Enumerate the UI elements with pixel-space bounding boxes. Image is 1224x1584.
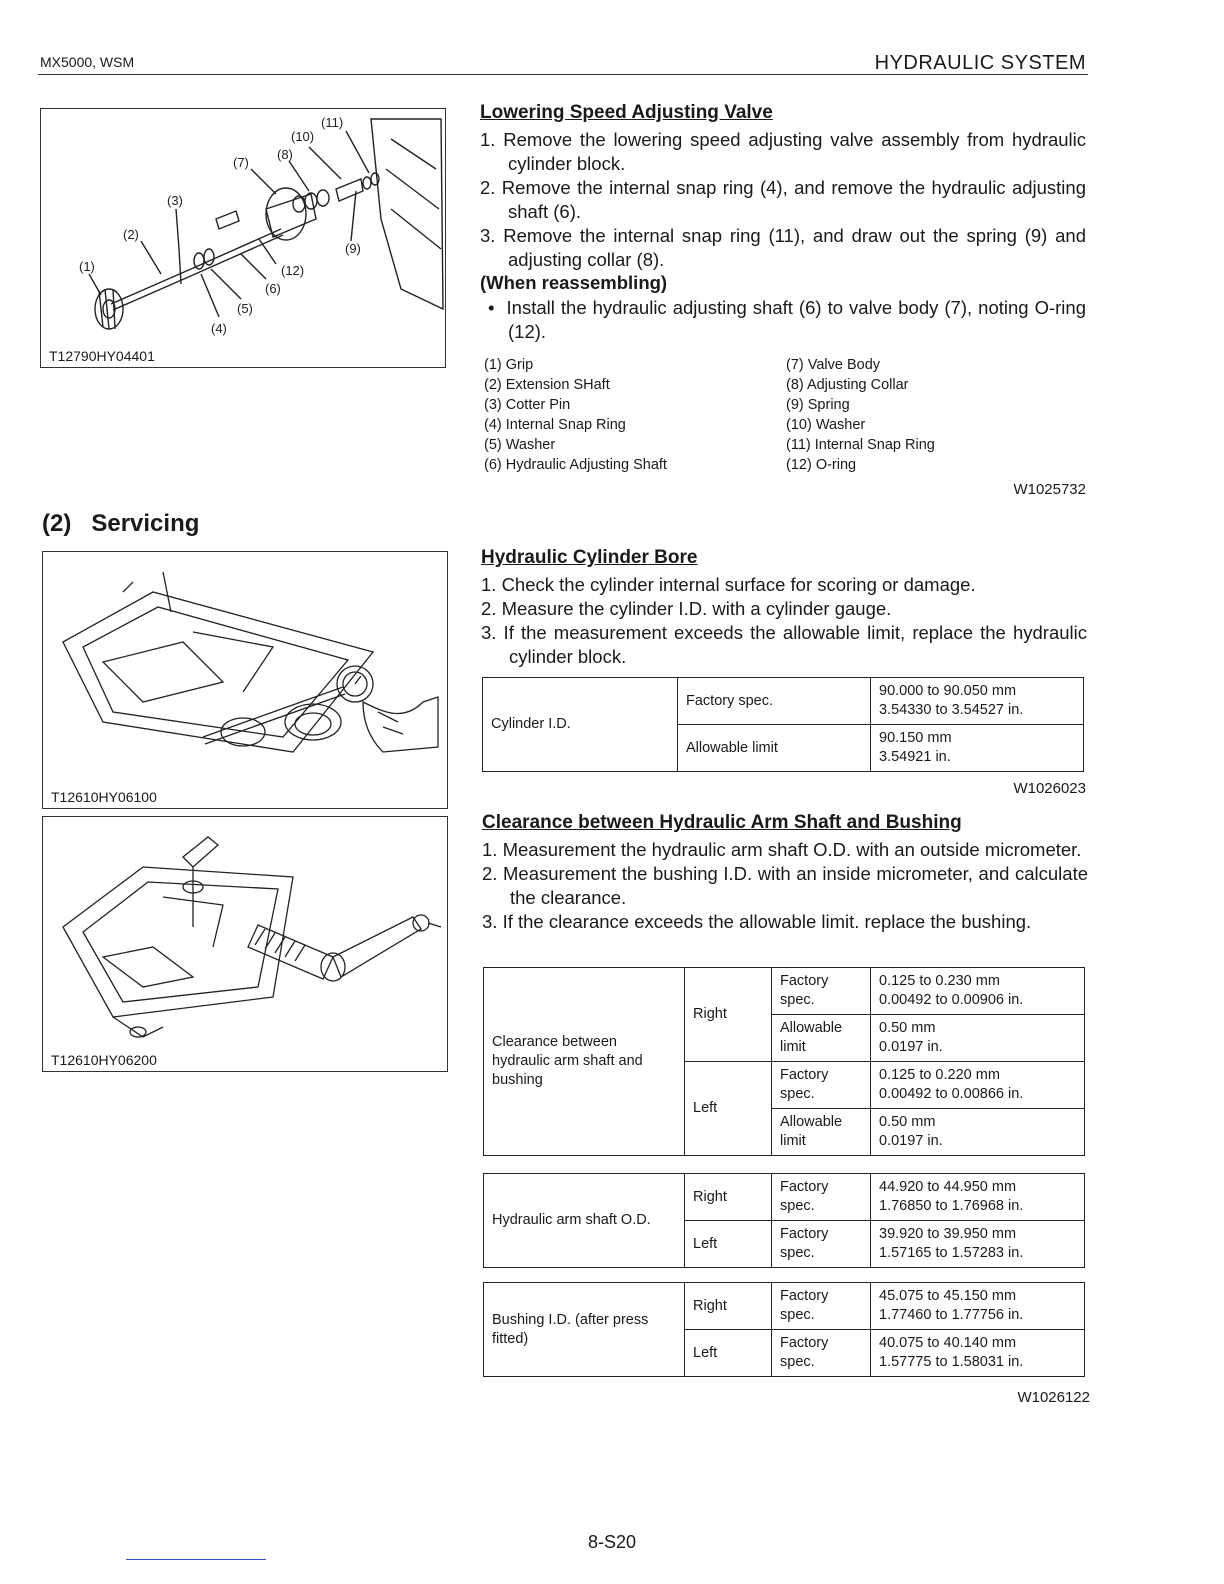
right-label: Right [685, 1174, 772, 1221]
right-label: Right [685, 968, 772, 1062]
value-in: 0.00492 to 0.00906 in. [879, 992, 1024, 1008]
callout-5: (5) [237, 301, 253, 316]
figure-caption-3: T12610HY06200 [51, 1052, 157, 1068]
bushing-id-table [483, 1282, 1085, 1377]
callout-6: (6) [265, 281, 281, 296]
value-cell [871, 1283, 1085, 1330]
bore-step-2: 2. Measure the cylinder I.D. with a cylinder gauge. [481, 598, 892, 619]
callout-3: (3) [167, 193, 183, 208]
clearance-table [483, 967, 1085, 1156]
lowering-steps [480, 128, 1086, 272]
code-w1025732: W1025732 [1013, 481, 1086, 498]
table-row [483, 678, 1084, 725]
clearance-heading: Clearance between Hydraulic Arm Shaft and Bushing [482, 812, 962, 833]
servicing-title: (2) Servicing [42, 510, 200, 537]
value-cell [871, 1109, 1085, 1156]
arm-shaft-item: Hydraulic arm shaft O.D. [484, 1174, 685, 1268]
legend-item: (9) Spring [786, 397, 850, 413]
header-section: HYDRAULIC SYSTEM [874, 52, 1086, 74]
clearance-section [482, 812, 1088, 934]
value-cell [871, 1015, 1085, 1062]
bore-steps [481, 573, 1087, 669]
lowering-heading: Lowering Speed Adjusting Valve [480, 102, 773, 123]
factory-spec-label: Factory spec. [772, 968, 871, 1015]
value-mm: 90.000 to 90.050 mm [879, 683, 1017, 699]
factory-spec-label: Factory spec. [678, 678, 871, 725]
value-in: 0.0197 in. [879, 1133, 943, 1149]
lowering-step-2: 2. Remove the internal snap ring (4), and remove the hydraulic adjusting shaft (6). [480, 177, 1086, 222]
value-mm: 0.50 mm [879, 1114, 936, 1130]
lowering-step-1: 1. Remove the lowering speed adjusting valve assembly from hydraulic cylinder block. [480, 129, 1086, 174]
legend-item: (10) Washer [786, 417, 866, 433]
clearance-step-3: 3. If the clearance exceeds the allowable limit. replace the bushing. [482, 911, 1032, 932]
factory-spec-label: Factory spec. [772, 1283, 871, 1330]
value-in: 3.54330 to 3.54527 in. [879, 702, 1024, 718]
callout-7: (7) [233, 155, 249, 170]
when-reassembling: (When reassembling) [480, 272, 668, 293]
cylinder-id-label: Cylinder I.D. [483, 678, 678, 772]
legend-item: (11) Internal Snap Ring [786, 437, 935, 453]
cylinder-gauge-drawing [43, 552, 447, 784]
figure-cylinder-gauge [42, 551, 448, 809]
legend-item: (1) Grip [484, 357, 534, 373]
allowable-limit-label: Allowable limit [772, 1015, 871, 1062]
figure-caption-2: T12610HY06100 [51, 789, 157, 805]
callout-8: (8) [277, 147, 293, 162]
bore-step-1: 1. Check the cylinder internal surface for scoring or damage. [481, 574, 976, 595]
right-label: Right [685, 1283, 772, 1330]
factory-spec-label: Factory spec. [772, 1174, 871, 1221]
value-cell [871, 1062, 1085, 1109]
value-in: 1.57775 to 1.58031 in. [879, 1354, 1024, 1370]
clearance-steps [482, 838, 1088, 934]
figure-caption-1: T12790HY04401 [49, 348, 155, 364]
callout-4: (4) [211, 321, 227, 336]
code-w1026122: W1026122 [1017, 1389, 1090, 1406]
table-row [484, 1283, 1085, 1330]
legend-item: (5) Washer [484, 437, 556, 453]
cylinder-id-table [482, 677, 1084, 772]
callout-12: (12) [281, 263, 305, 278]
bore-section [481, 547, 1087, 669]
value-in: 0.0197 in. [879, 1039, 943, 1055]
value-mm: 0.125 to 0.230 mm [879, 973, 1000, 989]
parts-legend-right [786, 355, 1086, 475]
value-mm: 0.125 to 0.220 mm [879, 1067, 1000, 1083]
value-mm: 45.075 to 45.150 mm [879, 1288, 1017, 1304]
callout-11: (11) [321, 115, 344, 130]
clearance-step-1: 1. Measurement the hydraulic arm shaft O.D. with an outside micrometer. [482, 839, 1082, 860]
value-cell [871, 1221, 1085, 1268]
footer-line [126, 1559, 266, 1560]
factory-spec-label: Factory spec. [772, 1062, 871, 1109]
legend-item: (7) Valve Body [786, 357, 881, 373]
factory-spec-label: Factory spec. [772, 1330, 871, 1377]
legend-item: (8) Adjusting Collar [786, 377, 909, 393]
lowering-step-3: 3. Remove the internal snap ring (11), and draw out the spring (9) and adjusting collar (8). [480, 225, 1086, 270]
value-cell [871, 1330, 1085, 1377]
value-in: 0.00492 to 0.00866 in. [879, 1086, 1024, 1102]
lowering-section [480, 102, 1086, 344]
value-in: 3.54921 in. [879, 749, 951, 765]
callout-2: (2) [123, 227, 139, 242]
factory-spec-value [871, 678, 1084, 725]
allowable-limit-label: Allowable limit [678, 725, 871, 772]
value-mm: 40.075 to 40.140 mm [879, 1335, 1017, 1351]
arm-shaft-drawing [43, 817, 447, 1049]
value-mm: 90.150 mm [879, 730, 952, 746]
value-in: 1.76850 to 1.76968 in. [879, 1198, 1024, 1214]
reassembling-bullet: • Install the hydraulic adjusting shaft (6) to valve body (7), noting O-ring (12). [488, 297, 1086, 342]
clearance-item: Clearance between hydraulic arm shaft and bushing [484, 968, 685, 1156]
value-in: 1.57165 to 1.57283 in. [879, 1245, 1024, 1261]
figure-arm-shaft [42, 816, 448, 1072]
page-number: 8-S20 [587, 1532, 637, 1552]
table-row [484, 968, 1085, 1015]
arm-shaft-od-table [483, 1173, 1085, 1268]
value-mm: 39.920 to 39.950 mm [879, 1226, 1017, 1242]
header-model: MX5000, WSM [40, 54, 135, 70]
left-label: Left [685, 1330, 772, 1377]
clearance-step-2: 2. Measurement the bushing I.D. with an inside micrometer, and calculate the clearance. [482, 863, 1088, 908]
bore-heading: Hydraulic Cylinder Bore [481, 547, 698, 568]
figure-valve-exploded [40, 108, 446, 368]
valve-exploded-drawing [41, 109, 445, 345]
allowable-limit-label: Allowable limit [772, 1109, 871, 1156]
allowable-limit-value [871, 725, 1084, 772]
left-label: Left [685, 1221, 772, 1268]
callout-10: (10) [291, 129, 315, 144]
legend-item: (4) Internal Snap Ring [484, 417, 626, 433]
header-rule [38, 74, 1088, 75]
bushing-item: Bushing I.D. (after press fitted) [484, 1283, 685, 1377]
legend-item: (6) Hydraulic Adjusting Shaft [484, 457, 667, 473]
value-cell [871, 968, 1085, 1015]
factory-spec-label: Factory spec. [772, 1221, 871, 1268]
reassembling-bullet-text: Install the hydraulic adjusting shaft (6) to valve body (7), noting O-ring (12). [506, 297, 1086, 342]
value-in: 1.77460 to 1.77756 in. [879, 1307, 1024, 1323]
value-mm: 0.50 mm [879, 1020, 936, 1036]
legend-item: (3) Cotter Pin [484, 397, 571, 413]
table-row [484, 1174, 1085, 1221]
code-w1026023: W1026023 [1013, 780, 1086, 797]
legend-item: (12) O-ring [786, 457, 857, 473]
callout-1: (1) [79, 259, 95, 274]
bore-step-3: 3. If the measurement exceeds the allowable limit, replace the hydraulic cylinder block. [481, 622, 1087, 667]
parts-legend-left [484, 355, 784, 475]
left-label: Left [685, 1062, 772, 1156]
value-cell [871, 1174, 1085, 1221]
legend-item: (2) Extension SHaft [484, 377, 610, 393]
callout-9: (9) [345, 241, 361, 256]
value-mm: 44.920 to 44.950 mm [879, 1179, 1017, 1195]
